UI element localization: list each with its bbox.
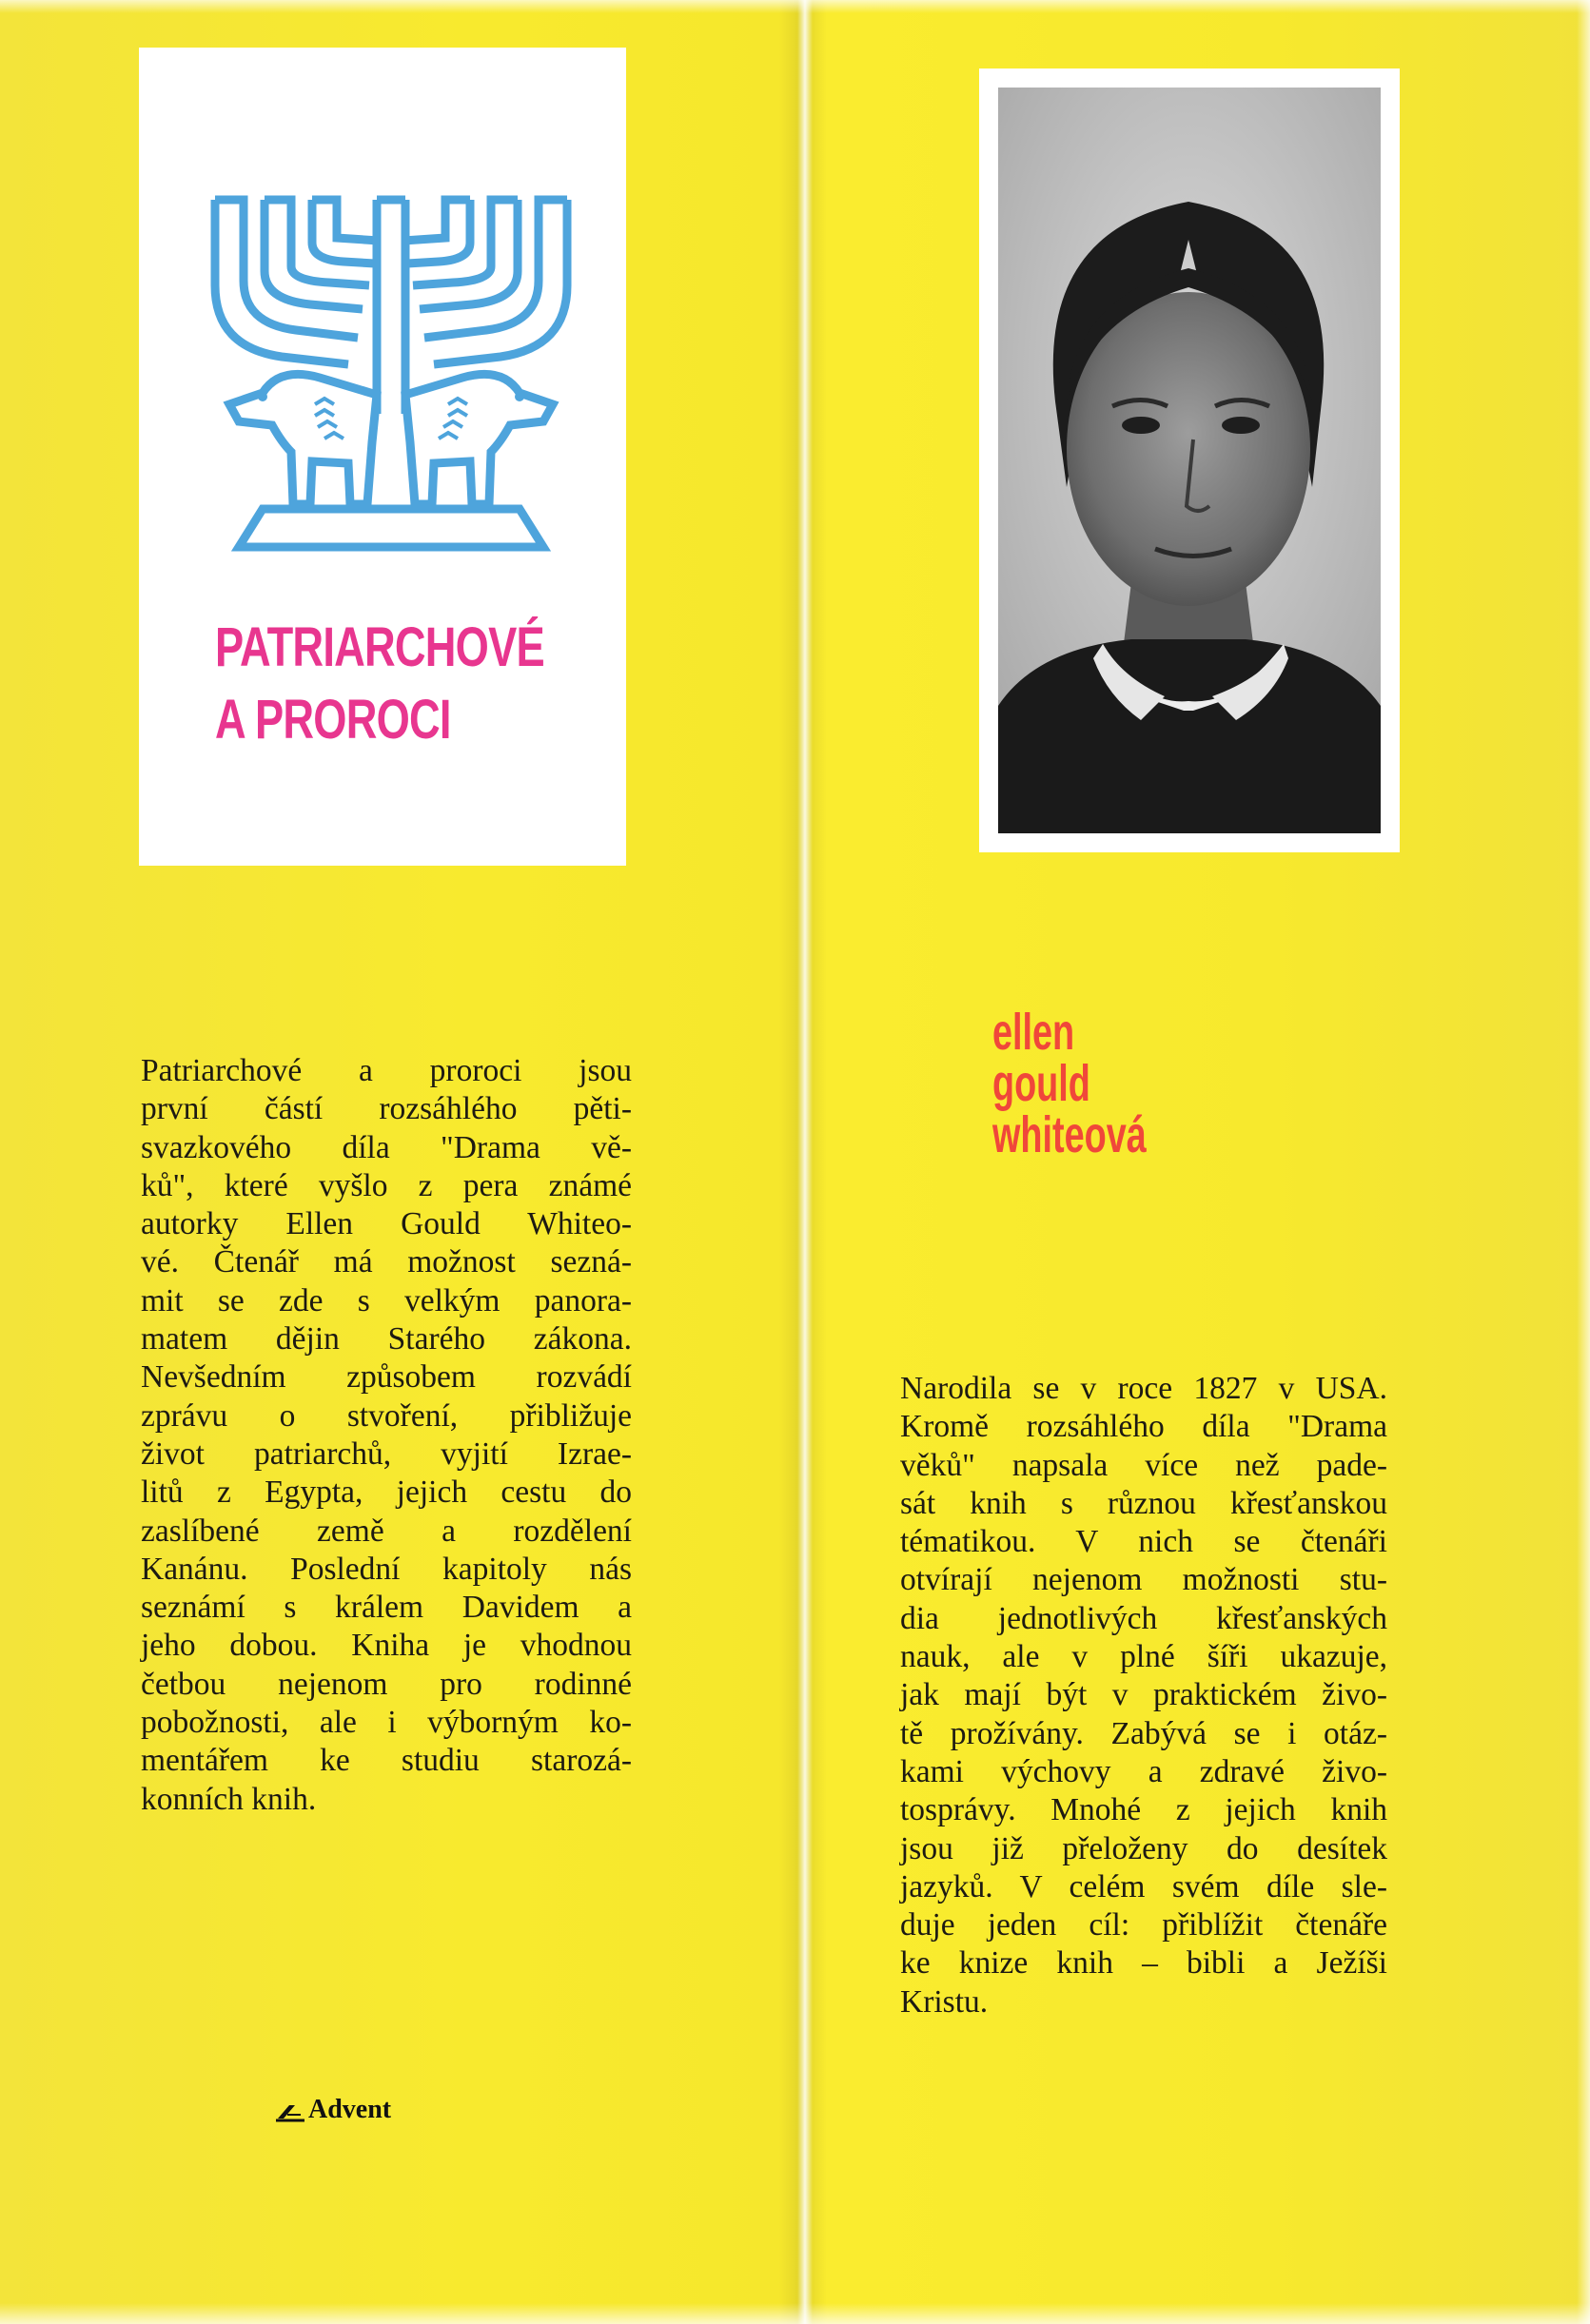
biography-line: sát knih s různou křesťanskou: [900, 1485, 1387, 1521]
biography-line: tématikou. V nich se čtenáři: [900, 1524, 1387, 1560]
title-label-card: [139, 48, 626, 866]
biography-line: tě prožívány. Zabývá se i otáz-: [900, 1715, 1387, 1751]
description-line: Kanánu. Poslední kapitoly nás: [141, 1551, 632, 1587]
author-biography: [900, 1370, 1387, 2021]
biography-line: jazyků. V celém svém díle sle-: [900, 1868, 1387, 1904]
biography-line: jsou již přeloženy do desítek: [900, 1830, 1387, 1866]
spine-fold: [797, 0, 813, 2324]
description-line: jeho dobou. Kniha je vhodnou: [141, 1628, 632, 1664]
description-line: mentářem ke studiu starozá-: [141, 1743, 632, 1779]
description-line: matem dějin Starého zákona.: [141, 1321, 632, 1357]
biography-line: duje jeden cíl: přiblížit čtenáře: [900, 1907, 1387, 1943]
worn-bottom-edge: [0, 2303, 1590, 2324]
biography-line: Kristu.: [900, 1983, 989, 2020]
description-line: ků", které vyšlo z pera známé: [141, 1167, 632, 1203]
worn-top-edge: [0, 0, 1590, 13]
author-portrait-photo: [998, 88, 1381, 833]
title-line: A PROROCI: [215, 689, 451, 751]
biography-line: tosprávy. Mnohé z jejich knih: [900, 1792, 1387, 1828]
description-line: svazkového díla "Drama vě-: [141, 1129, 632, 1165]
menorah-lambs-emblem: [206, 128, 577, 595]
biography-line: jak mají být v praktickém živo-: [900, 1677, 1387, 1713]
biography-line: kami výchovy a zdravé živo-: [900, 1753, 1387, 1789]
description-line: Patriarchové a proroci jsou: [141, 1053, 632, 1088]
description-line: mit se zde s velkým panora-: [141, 1282, 632, 1318]
description-line: zaslíbené země a rozdělení: [141, 1513, 632, 1549]
author-line: gould: [992, 1055, 1090, 1112]
description-line: autorky Ellen Gould Whiteo-: [141, 1206, 632, 1242]
biography-line: Narodila se v roce 1827 v USA.: [900, 1371, 1387, 1406]
description-line: život patriarchů, vyjití Izrae-: [141, 1435, 632, 1472]
description-line: Nevšedním způsobem rozvádí: [141, 1359, 632, 1396]
book-description: [141, 1052, 632, 1819]
biography-line: nauk, ale v plné šíři ukazuje,: [900, 1639, 1387, 1675]
description-line: seznámí s králem Davidem a: [141, 1590, 632, 1626]
book-icon: [276, 2101, 308, 2122]
description-line: litů z Egypta, jejich cestu do: [141, 1474, 632, 1511]
description-line: konních knih.: [141, 1781, 317, 1817]
publisher-name: Advent: [308, 2095, 392, 2124]
biography-line: Kromě rozsáhlého díla "Drama: [900, 1409, 1387, 1445]
book-title: [215, 612, 544, 756]
description-line: pobožnosti, ale i výborným ko-: [141, 1705, 632, 1741]
biography-line: ke knize knih – bibli a Ježíši: [900, 1945, 1387, 1982]
publisher-logo: [276, 2097, 457, 2123]
title-line: PATRIARCHOVÉ: [215, 616, 544, 678]
description-line: první částí rozsáhlého pěti-: [141, 1091, 632, 1127]
author-line: whiteová: [992, 1106, 1147, 1163]
biography-line: věků" napsala více než pade-: [900, 1447, 1387, 1483]
portrait-frame: [979, 68, 1400, 852]
worn-right-edge: [1577, 0, 1590, 2324]
biography-line: otvírají nejenom možnosti stu-: [900, 1562, 1387, 1598]
author-name: [992, 1006, 1147, 1161]
description-line: četbou nejenom pro rodinné: [141, 1666, 632, 1702]
description-line: vé. Čtenář má možnost sezná-: [141, 1244, 632, 1280]
description-line: zprávu o stvoření, přibližuje: [141, 1397, 632, 1434]
author-line: ellen: [992, 1004, 1075, 1061]
biography-line: dia jednotlivých křesťanských: [900, 1600, 1387, 1636]
